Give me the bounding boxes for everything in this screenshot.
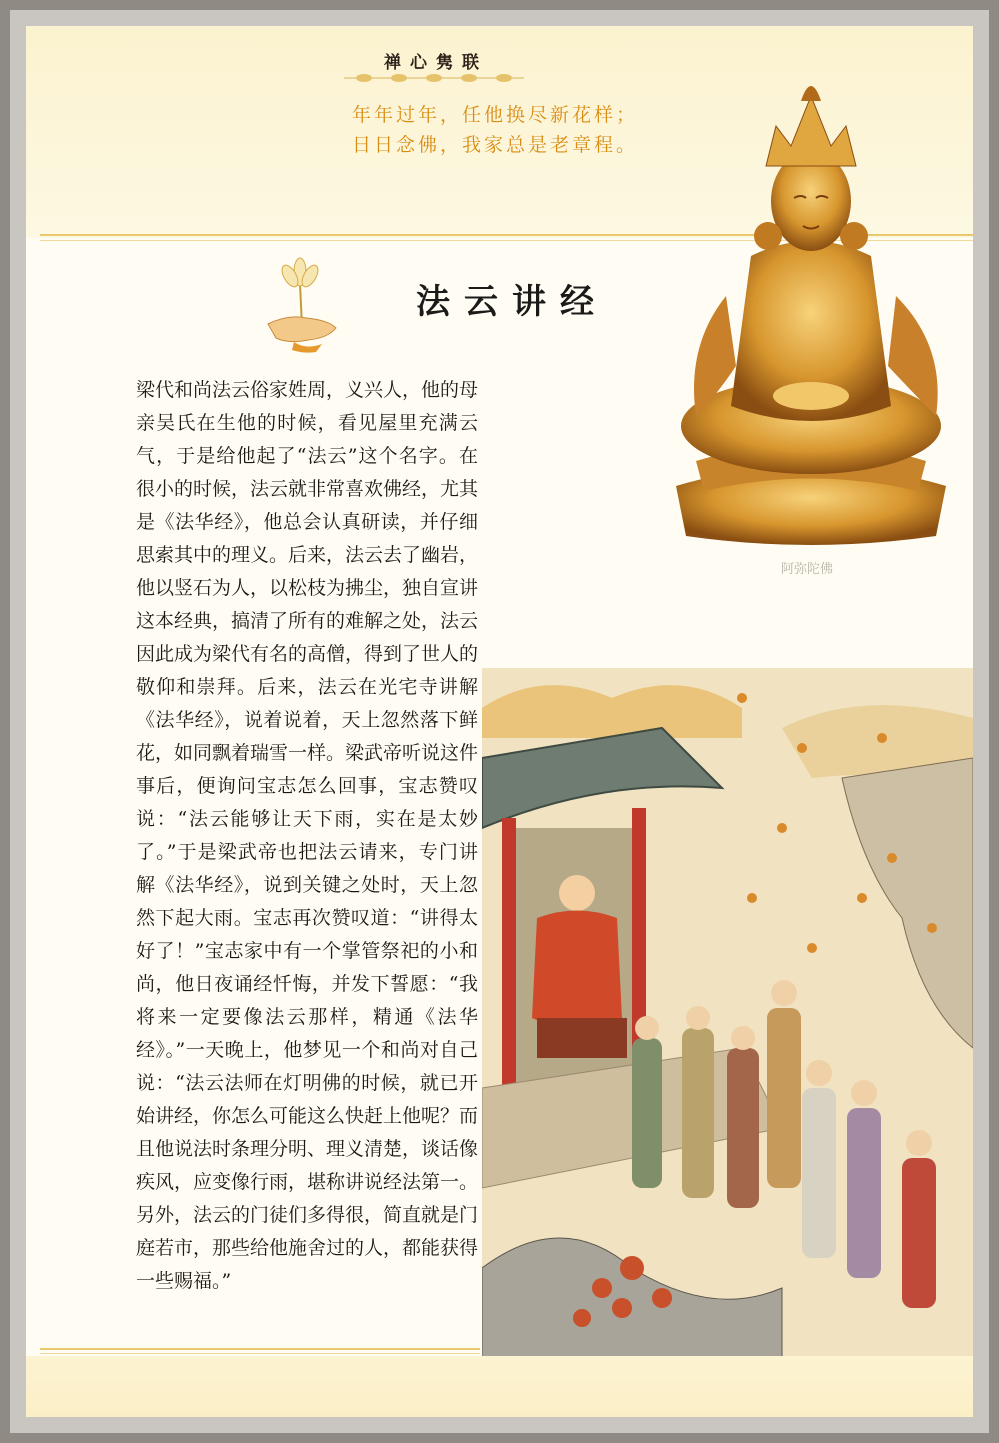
header-ornament-icon <box>344 70 524 86</box>
body-text-block <box>136 374 478 1298</box>
section-title: 法云讲经 <box>416 282 608 322</box>
buddha-statue-icon <box>656 66 966 554</box>
header-title: 禅心隽联 <box>384 53 488 73</box>
lotus-hand-icon <box>258 254 348 354</box>
couplet-line-1: 年年过年，任他换尽新花样； <box>352 104 639 126</box>
statue-caption: 阿弥陀佛 <box>781 562 834 577</box>
couplet-line-2: 日日念佛，我家总是老章程。 <box>352 134 639 156</box>
footer-rule-thin <box>40 1353 480 1354</box>
footer-rule <box>40 1348 480 1350</box>
temple-painting-icon <box>482 668 973 1417</box>
footer-band <box>26 1356 973 1417</box>
book-page <box>26 26 973 1417</box>
body-paragraph: 梁代和尚法云俗家姓周，义兴人，他的母亲吴氏在生他的时候，看见屋里充满云气，于是给他起了“法云”这个名字。在很小的时候，法云就非常喜欢佛经，尤其是《法华经》，他总会认真研读，并仔细思索其中的理义。后来，法云去了幽岩，他以竖石为人，以松枝为拂尘，独自宣讲这本经典，搞清了所有的难解之处，法云因此成为梁代有名的高僧，得到了世人的敬仰和崇拜。后来，法云在光宅寺讲解《法华经》，说着说着，天上忽然落下鲜花，如同飘着瑞雪一样。梁武帝听说这件事后，便询问宝志怎么回事，宝志赞叹说：“法云能够让天下雨，实在是太妙了。”于是梁武帝也把法云请来，专门讲解《法华经》，说到关键之处时，天上忽然下起大雨。宝志再次赞叹道：“讲得太好了！”宝志家中有一个掌管祭祀的小和尚，他日夜诵经忏悔，并发下誓愿：“我将来一定要像法云那样，精通《法华经》。”一天晚上，他梦见一个和尚对自己说：“法云法师在灯明佛的时候，就已开始讲经，你怎么可能这么快赶上他呢？而且他说法时条理分明、理义清楚，谈话像疾风，应变像行雨，堪称讲说经法第一。另外，法云的门徒们多得很，简直就是门庭若市，那些给他施舍过的人，都能获得一些赐福。” <box>136 379 479 1292</box>
